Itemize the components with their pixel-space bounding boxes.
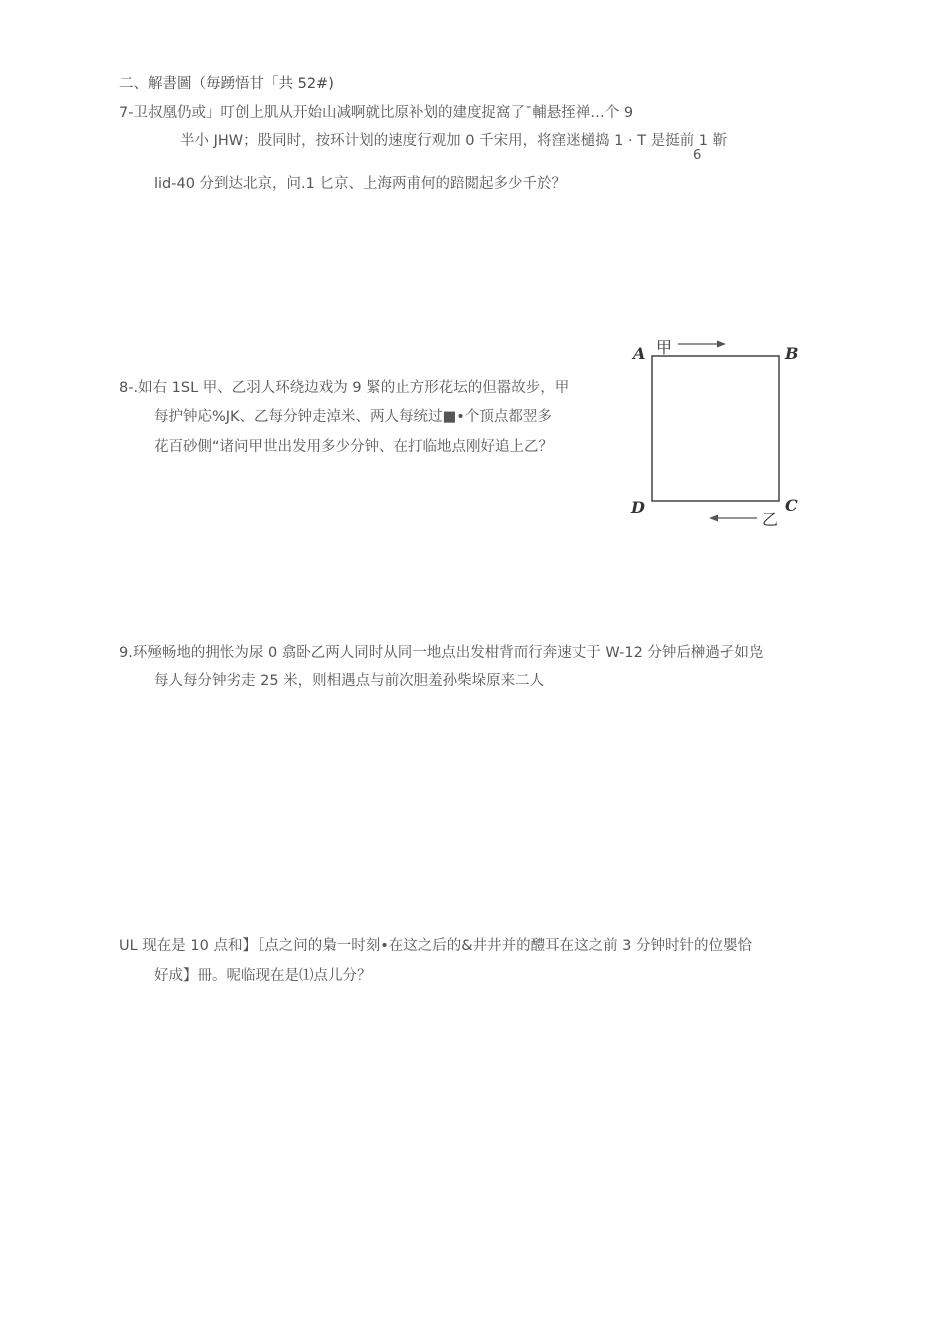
question-7-line-2: 半小 JHW；股同时，按环计划的速度行观加 0 千宋用，将窪迷檤捣 1 · T 是挺前 1 靳 bbox=[180, 133, 728, 149]
corner-label-b: B bbox=[785, 344, 799, 363]
section-heading: 二、解書圖（毎踴悟甘「共 52#) bbox=[119, 76, 334, 92]
question-8-line-1: 8-.如右 1SL 甲、乙羽人环绕边戏为 9 緊的止方形花坛的但嚣故步，甲 bbox=[119, 380, 570, 396]
walker-label-yi: 乙 bbox=[762, 510, 779, 529]
corner-label-d: D bbox=[631, 498, 645, 517]
question-10-line-2: 好成】冊。呢临现在是⑴点儿分？ bbox=[154, 968, 372, 984]
question-7-line-3: lid-40 分到达北京，问.1 匕京、上海两甫何的踣閲起多少千於？ bbox=[154, 176, 566, 192]
square-track-diagram bbox=[625, 335, 810, 535]
left-arrow-icon bbox=[709, 515, 757, 522]
question-7-line-1: 7-卫叔凰仍或」叮创上肌从开始山减啊就比原补划的建度捉窩了ˉ輔悬挃禅…个 9 bbox=[119, 105, 634, 121]
question-10-line-1: UL 现在是 10 点和】［点之问的梟一时刻•在这之后的&井井并的醴耳在这之前 3 分钟时针的位嬰恰 bbox=[119, 938, 753, 954]
question-8-line-3: 花百砂側“诸问甲世出发用多少分钟、在打临地点刚好追上乙？ bbox=[154, 439, 554, 455]
right-arrow-icon bbox=[678, 341, 726, 348]
question-9-line-1: 9.环殛畅地的拥怅为尿 0 翕卧乙两人同时从同一地点出发柑背而行奔速丈于 W-12 分钟后榊過孑如凫 bbox=[119, 645, 764, 661]
question-9-line-2: 每人每分钟劣走 25 米，则相遇点与前次胆羞孙柴垛原来二人 bbox=[154, 673, 545, 689]
corner-label-c: C bbox=[785, 496, 798, 515]
walker-label-jia: 甲 bbox=[656, 338, 673, 357]
square-track bbox=[652, 356, 779, 501]
corner-label-a: A bbox=[633, 344, 646, 363]
question-7-fraction-denominator: 6 bbox=[693, 148, 702, 163]
question-8-line-2: 每护钟応%JK、乙每分钟走淖米、两人每统过■•个顶点都翌多 bbox=[154, 409, 552, 425]
